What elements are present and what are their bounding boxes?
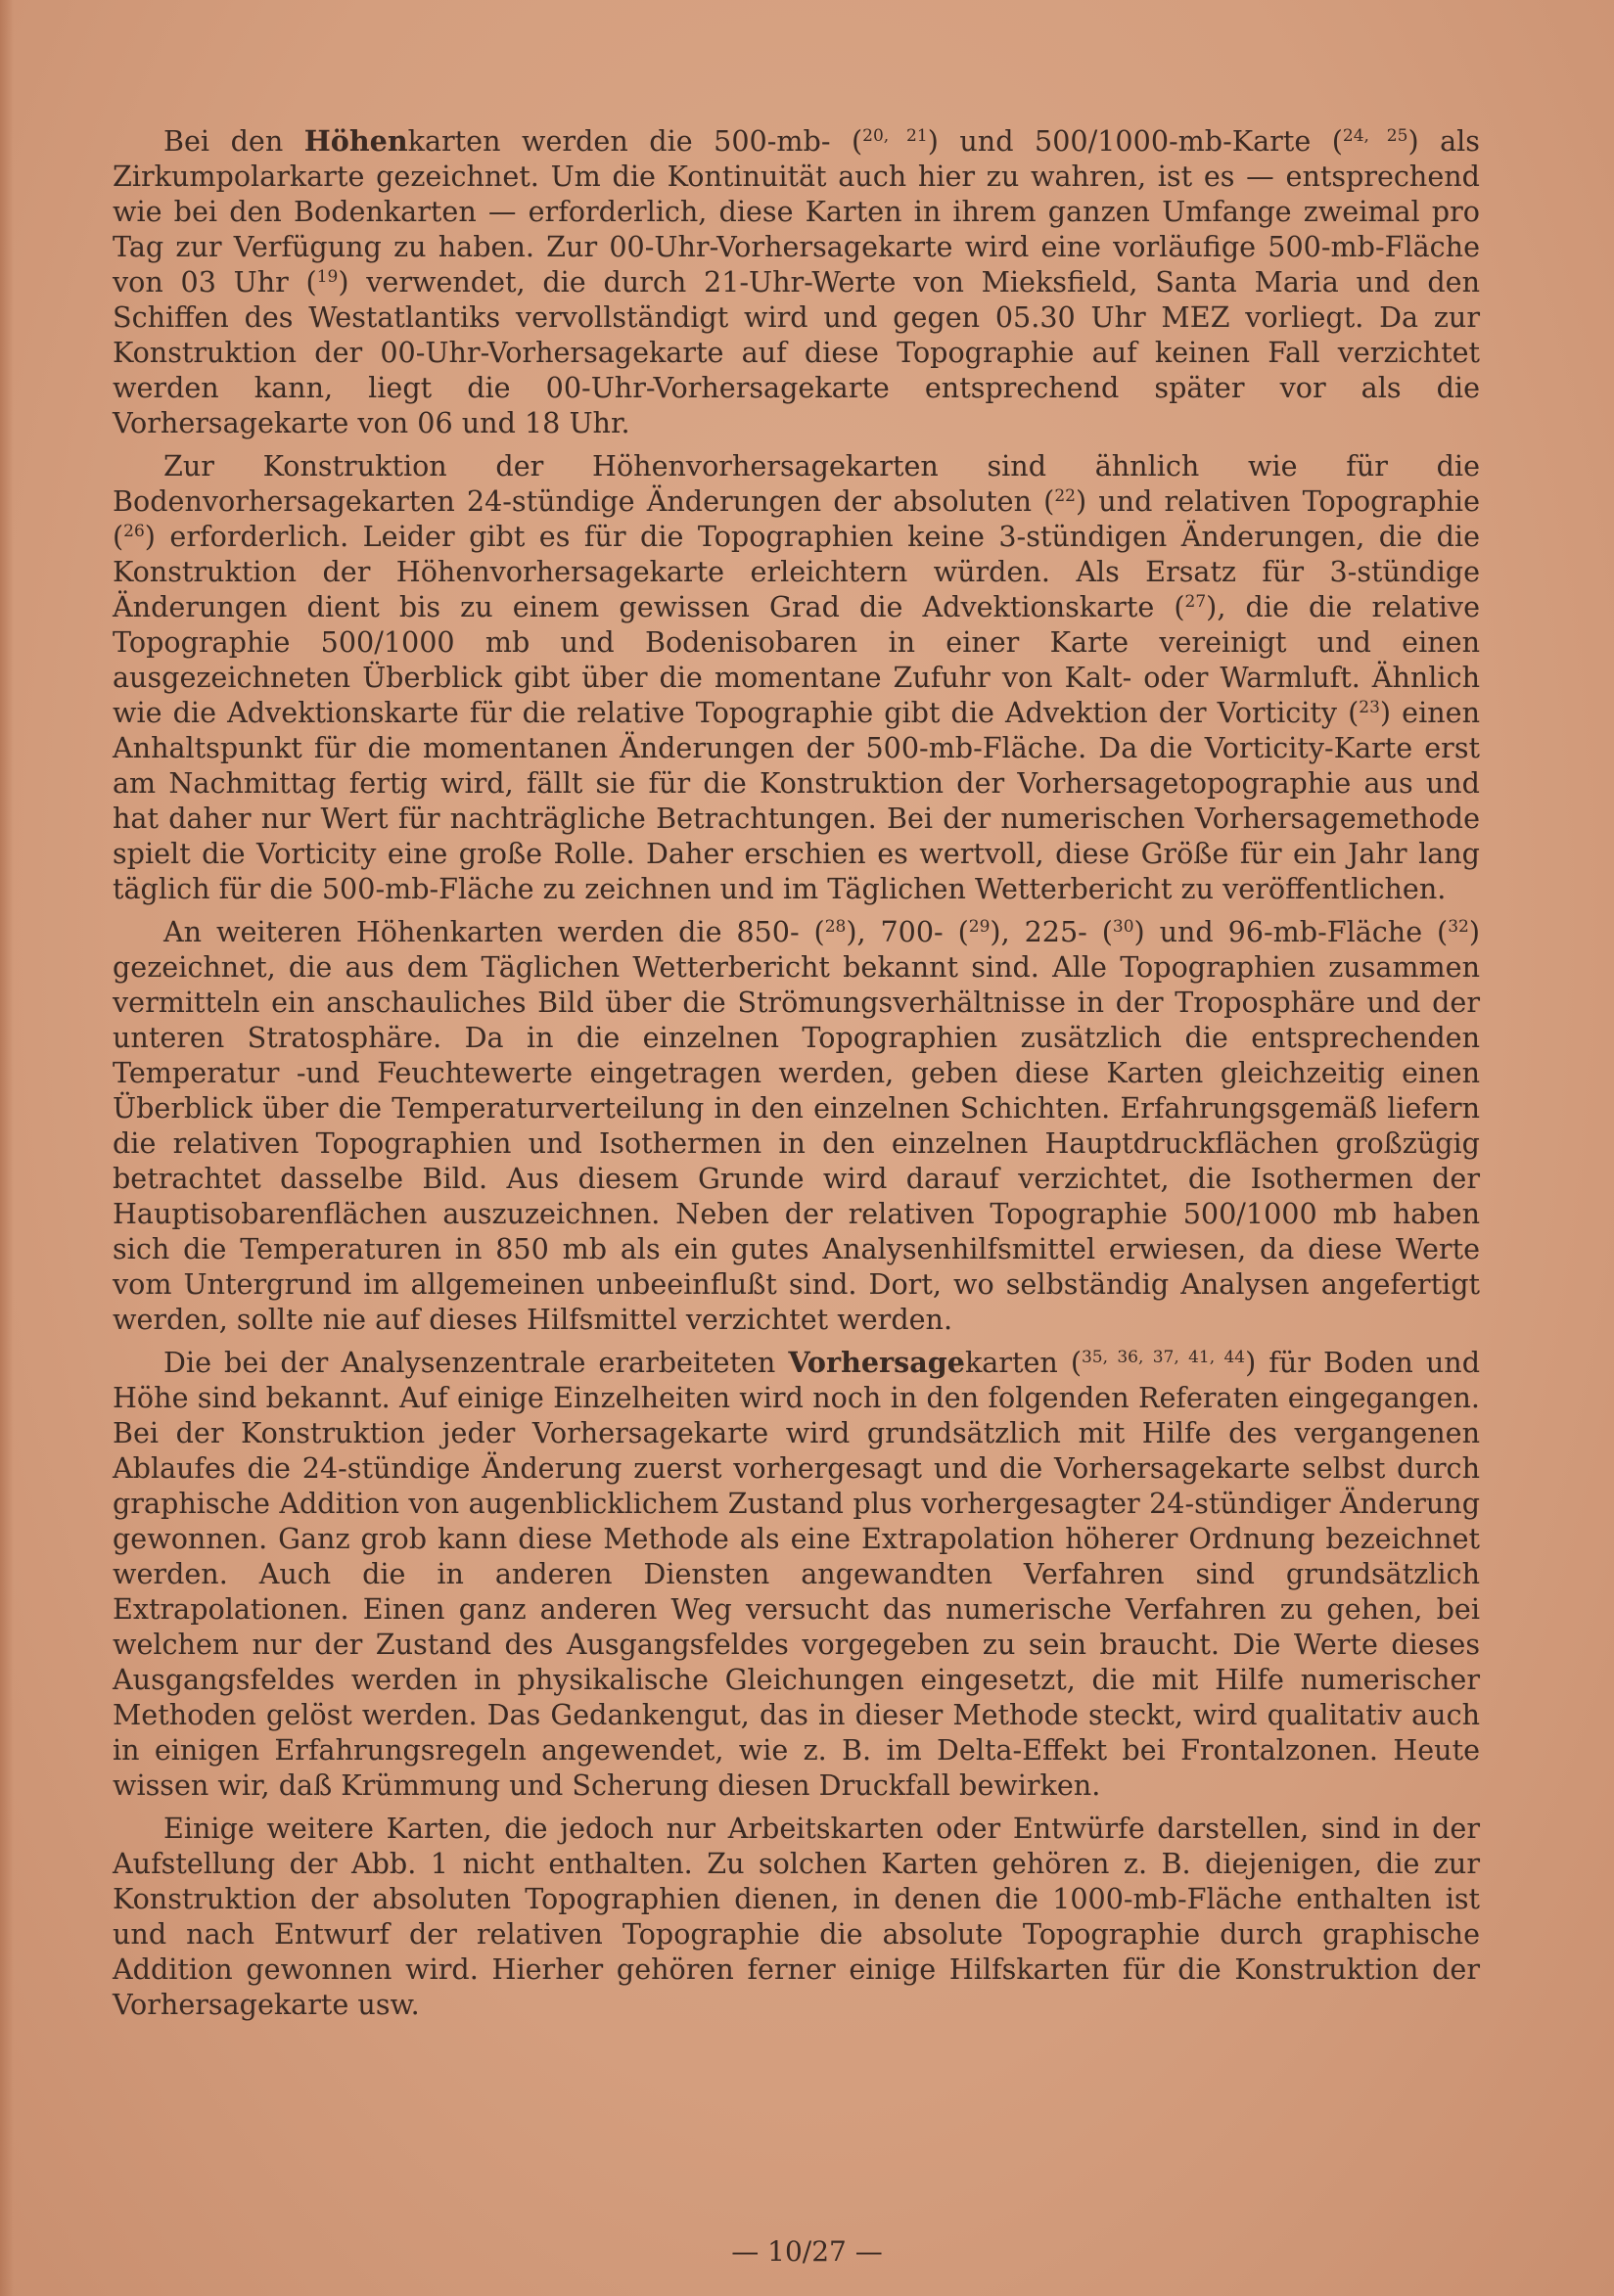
- text-run: ) als Zirkumpolarkarte gezeichnet. Um die Kontinuität auch hier zu wahren, ist es — entsprechend wie bei den Bodenkarten — erforderlich, diese Karten in ihrem ganzen Umfange zweimal pro Tag zur Verfügung zu haben. Zur 00-Uhr-Vorhersagekarte wird eine vorläufige 500-mb-Fläche von 03 Uhr (: [113, 124, 1480, 298]
- text-run: ) gezeichnet, die aus dem Täglichen Wetterbericht bekannt sind. Alle Topographien zusammen vermitteln ein anschauliches Bild über die Strömungsverhältnisse in der Troposphäre und der unteren Stratosphäre. Da in die einzelnen Topographien zusätzlich die entsprechenden Temperatur -und Feuchtewerte eingetragen werden, geben diese Karten gleichzeitig einen Überblick über die Temperaturverteilung in den einzelnen Schichten. Erfahrungsgemäß liefern die relativen Topographien und Isothermen in den einzelnen Hauptdruckflächen großzügig betrachtet dasselbe Bild. Aus diesem Grunde wird darauf verzichtet, die Isothermen der Hauptisobarenflächen auszuzeichnen. Neben der relativen Topographie 500/1000 mb haben sich die Temperaturen in 850 mb als ein gutes Analysenhilfsmittel erwiesen, da diese Werte vom Untergrund im allgemeinen unbeeinflußt sind. Dort, wo selbständig Analysen angefertigt werden, sollte nie auf dieses Hilfsmittel verzichtet werden.: [113, 915, 1480, 1336]
- reference-superscript: 27: [1184, 592, 1207, 612]
- paragraph-arbeitskarten: [113, 1811, 1480, 2022]
- page-edge-shadow: [0, 0, 14, 2296]
- reference-superscript: 19: [316, 267, 339, 287]
- reference-superscript: 35, 36, 37, 41, 44: [1081, 1348, 1246, 1367]
- paragraph-hoehenvorhersage: [113, 448, 1480, 906]
- paragraph-weitere-hoehenkarten: [113, 914, 1480, 1337]
- paragraph-hoehenkarten: [113, 123, 1480, 440]
- page-number: — 10/27 —: [731, 2235, 883, 2268]
- text-run: Zur Konstruktion der Höhenvorhersagekarten sind ähnlich wie für die Bodenvorhersagekarten 24-stündige Änderungen der absoluten (: [113, 449, 1480, 518]
- text-run: karten werden die 500-mb- (: [407, 124, 863, 158]
- text-run: Die bei der Analysenzentrale erarbeiteten: [163, 1346, 789, 1379]
- text-run: karten (: [964, 1346, 1082, 1379]
- reference-superscript: 26: [123, 522, 145, 541]
- reference-superscript: 32: [1448, 917, 1469, 937]
- reference-superscript: 20, 21: [862, 126, 928, 146]
- paragraph-vorhersagekarten: [113, 1345, 1480, 1803]
- text-run: ) und 500/1000-mb-Karte (: [927, 124, 1343, 158]
- text-run: ) verwendet, die durch 21-Uhr-Werte von Mieksfield, Santa Maria und den Schiffen des Westatlantiks vervollständigt wird und gegen 05.30 Uhr MEZ vorliegt. Da zur Konstruktion der 00-Uhr-Vorhersagekarte auf diese Topographie auf keinen Fall verzichtet werden kann, liegt die 00-Uhr-Vorhersagekarte entsprechend später vor als die Vorhersagekarte von 06 und 18 Uhr.: [113, 265, 1480, 439]
- reference-superscript: 23: [1359, 698, 1380, 717]
- reference-superscript: 29: [968, 917, 991, 937]
- text-run: ) für Boden und Höhe sind bekannt. Auf einige Einzelheiten wird noch in den folgenden Referaten eingegangen. Bei der Konstruktion jeder Vorhersagekarte wird grundsätzlich mit Hilfe des vergangenen Ablaufes die 24-stündige Änderung zuerst vorhergesagt und die Vorhersagekarte selbst durch graphische Addition von augenblicklichem Zustand plus vorhergesagter 24-stündiger Änderung gewonnen. Ganz grob kann diese Methode als eine Extrapolation höherer Ordnung bezeichnet werden. Auch die in anderen Diensten angewandten Verfahren sind grundsätzlich Extrapolationen. Einen ganz anderen Weg versucht das numerische Verfahren zu gehen, bei welchem nur der Zustand des Ausgangsfeldes vorgegeben zu sein braucht. Die Werte dieses Ausgangsfeldes werden in physikalische Gleichungen eingesetzt, die mit Hilfe numerischer Methoden gelöst werden. Das Gedankengut, das in dieser Methode steckt, wird qualitativ auch in einigen Erfahrungsregeln angewendet, wie z. B. im Delta-Effekt bei Frontalzonen. Heute wissen wir, daß Krümmung und Scherung diesen Druckfall bewirken.: [113, 1346, 1480, 1802]
- reference-superscript: 22: [1054, 486, 1076, 506]
- text-run: ) und 96-mb-Fläche (: [1133, 915, 1449, 948]
- text-run: An weiteren Höhenkarten werden die 850- (: [163, 915, 825, 948]
- document-body: [113, 123, 1480, 2030]
- text-run: Bei den: [163, 124, 304, 158]
- reference-superscript: 28: [824, 917, 847, 937]
- text-run: ), 700- (: [846, 915, 969, 948]
- text-run: Einige weitere Karten, die jedoch nur Arbeitskarten oder Entwürfe darstellen, sind in der Aufstellung der Abb. 1 nicht enthalten. Zu solchen Karten gehören z. B. diejenigen, die zur Konstruktion der absoluten Topographien dienen, in denen die 1000-mb-Fläche enthalten ist und nach Entwurf der relativen Topographie die absolute Topographie durch graphische Addition gewonnen wird. Hierher gehören ferner einige Hilfskarten für die Konstruktion der Vorhersagekarte usw.: [113, 1812, 1480, 2021]
- text-run: ), 225- (: [990, 915, 1113, 948]
- bold-term: Höhen: [303, 124, 408, 158]
- reference-superscript: 30: [1112, 917, 1134, 937]
- text-run: ) und relativen Topographie (: [113, 484, 1480, 553]
- text-run: ) erforderlich. Leider gibt es für die Topographien keine 3-stündigen Änderungen, die die Konstruktion der Höhenvorhersagekarte erleichtern würden. Als Ersatz für 3-stündige Änderungen dient bis zu einem gewissen Grad die Advektionskarte (: [113, 520, 1480, 623]
- text-run: ), die die relative Topographie 500/1000 mb und Bodenisobaren in einer Karte vereinigt und einen ausgezeichneten Überblick gibt über die momentane Zufuhr von Kalt- oder Warmluft. Ähnlich wie die Advektionskarte für die relative Topographie gibt die Advektion der Vorticity (: [113, 590, 1480, 729]
- text-run: ) einen Anhaltspunkt für die momentanen Änderungen der 500-mb-Fläche. Da die Vorticity-Karte erst am Nachmittag fertig wird, fällt sie für die Konstruktion der Vorhersagetopographie aus und hat daher nur Wert für nachträgliche Betrachtungen. Bei der numerischen Vorhersagemethode spielt die Vorticity eine große Rolle. Daher erschien es wertvoll, diese Größe für ein Jahr lang täglich für die 500-mb-Fläche zu zeichnen und im Täglichen Wetterbericht zu veröffentlichen.: [113, 696, 1480, 905]
- reference-superscript: 24, 25: [1342, 126, 1408, 146]
- bold-term: Vorhersage: [788, 1346, 965, 1379]
